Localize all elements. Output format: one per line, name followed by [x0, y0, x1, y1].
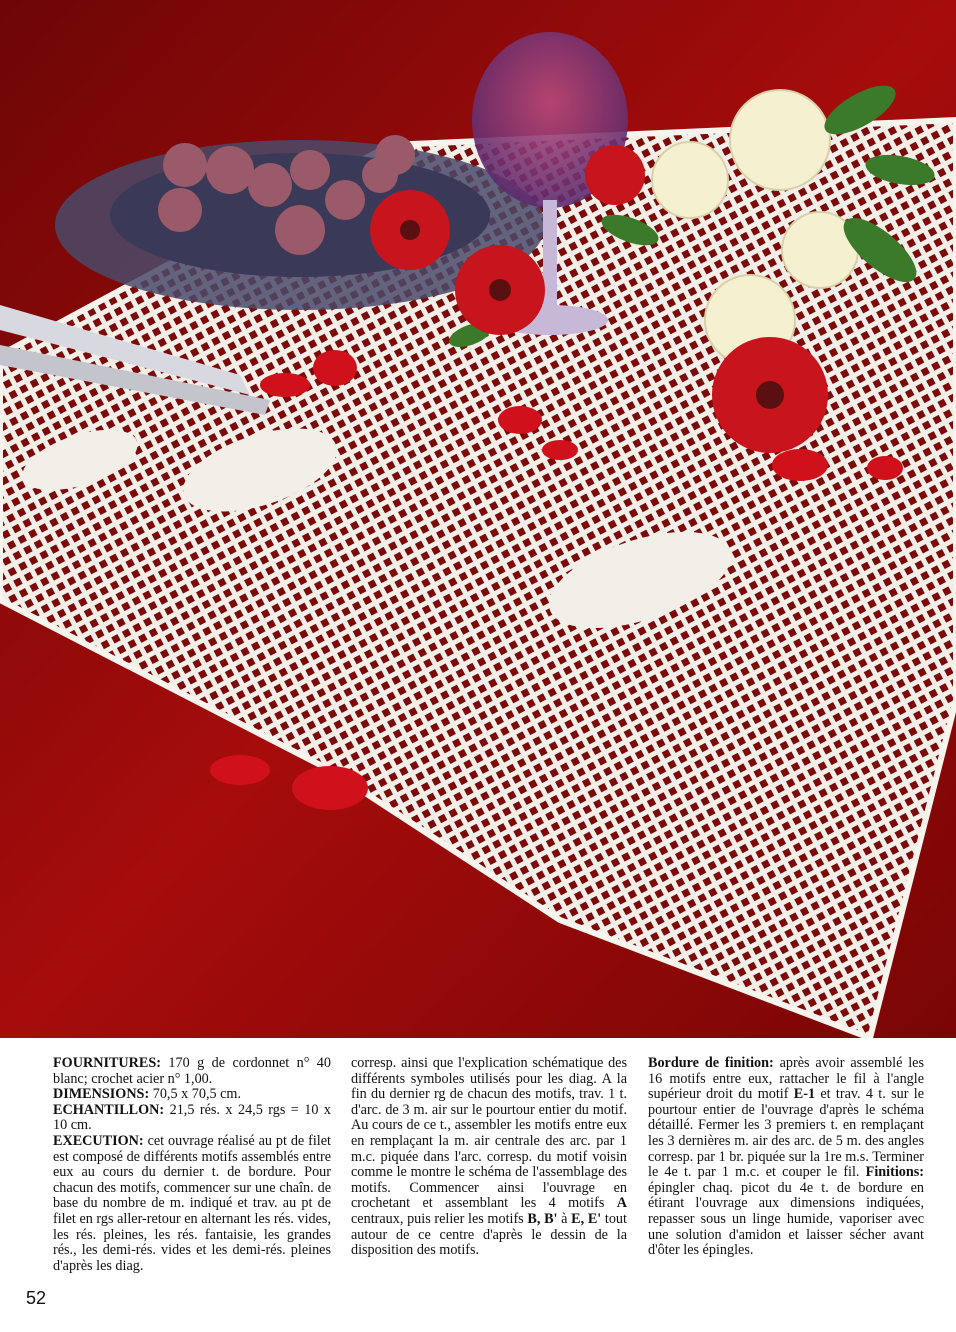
page-number: 52: [26, 1288, 47, 1308]
text-column-2: [351, 1056, 627, 1259]
dimensions-text: 70,5 x 70,5 cm.: [149, 1086, 242, 1103]
fournitures-label: FOURNITURES:: [53, 1055, 161, 1071]
bordure-text-b: et trav. 4 t. sur le pourtour entier de l'ouvrage d'après le schéma détaillé. Fermer les 3 premiers t. en remplaçant les 3 dernières m. air des arc. de 5 m. des angles corresp. par 1 br. piquée sur la 1re m.s. Terminer le 4e t. par 1 m.c. et couper le fil.: [648, 1086, 924, 1181]
echantillon-text: 21,5 rés. x 24,5 rgs = 10 x 10 cm.: [53, 1101, 331, 1134]
bordure-label: Bordure de finition:: [648, 1055, 774, 1071]
finitions-label: Finitions:: [865, 1164, 924, 1181]
motifs-b: B, B': [527, 1210, 558, 1227]
finitions-text: épingler chaq. picot du 4e t. de bordure en étirant l'ouvrage aux dimensions indiquées, repasser sous un linge humide, vaporiser avec une solution d'amidon et laisser sécher avant d'ôter les épingles.: [648, 1179, 924, 1259]
execution-label: EXECUTION:: [53, 1132, 144, 1149]
motifs-e: E, E': [571, 1210, 602, 1227]
text-column-3: [648, 1056, 924, 1259]
text-column-1: [53, 1056, 331, 1274]
article-text: [0, 1038, 956, 1332]
fournitures-text: 170 g de cordonnet n° 40 blanc; crochet acier n° 1,00.: [53, 1055, 331, 1087]
execution-text: cet ouvrage réalisé au pt de filet est composé de différents motifs assemblés entre eux au cours du dernier t. de bordure. Pour chacun des motifs, commencer sur une chaîn. de base du nombre de m. indiqué et trav. au pt de filet en rgs aller-retour en alternant les rés. vides, les rés. pleines, les rés. fantaisie, les grandes rés., les demi-rés. vides et les demi-rés. pleines d'après les diag.: [53, 1132, 331, 1274]
col2-text-b: centraux, puis relier les motifs: [351, 1210, 528, 1227]
col2-text-d: tout autour de ce centre d'après le dessin de la disposition des motifs.: [351, 1210, 627, 1259]
motif-a: A: [616, 1195, 627, 1212]
dimensions-label: DIMENSIONS:: [53, 1086, 150, 1103]
echantillon-label: ECHANTILLON:: [53, 1101, 165, 1118]
col2-text-a: corresp. ainsi que l'explication schématique des différents symboles utilisés pour les diag. A la fin du dernier rg de chacun des motifs, trav. 1 t. d'arc. de 3 m. air sur le pourtour entier du motif. Au cours de ce t., assembler les motifs entre eux en remplaçant la m. air centrale des arc. par 1 m.c. piquée dans l'arc. corresp. du motif voisin comme le montre le schéma de l'assemblage des motifs. Commencer ainsi l'ouvrage en crochetant et assemblant les 4 motifs: [351, 1055, 627, 1212]
motif-e1: E-1: [793, 1086, 816, 1103]
bordure-text-a: après avoir assemblé les 16 motifs entre eux, rattacher le fil à l'angle supérieur droit du motif: [648, 1055, 924, 1103]
col2-text-c: à: [557, 1210, 572, 1227]
